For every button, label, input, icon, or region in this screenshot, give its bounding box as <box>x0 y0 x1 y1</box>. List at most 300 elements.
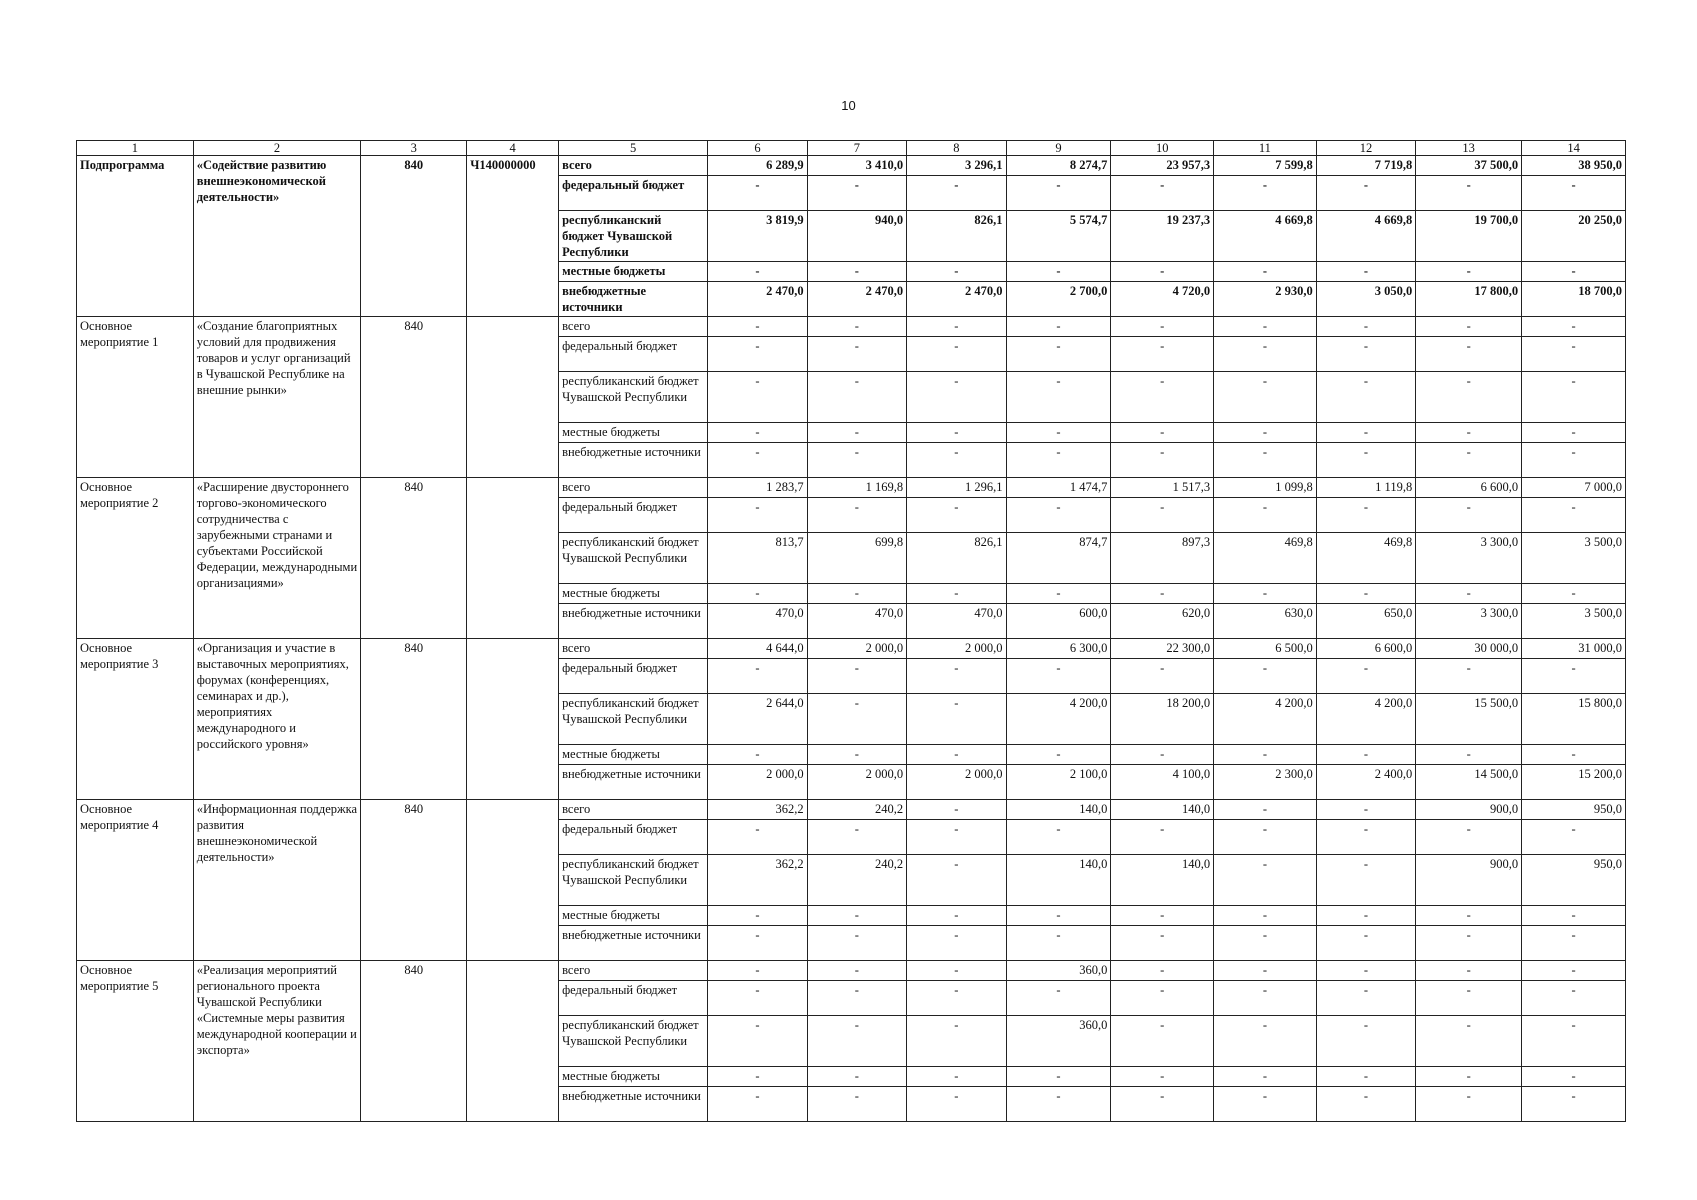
value-cell: 470,0 <box>708 604 807 639</box>
value-cell: 4 200,0 <box>1214 694 1317 745</box>
value-cell: 1 283,7 <box>708 478 807 498</box>
value-cell: - <box>1214 906 1317 926</box>
funding-source: федеральный бюджет <box>559 337 708 372</box>
value-cell: - <box>708 926 807 961</box>
value-cell: - <box>1214 800 1317 820</box>
value-cell: 2 930,0 <box>1214 282 1317 317</box>
value-cell: - <box>1416 659 1522 694</box>
funding-source: всего <box>559 478 708 498</box>
value-cell: - <box>1111 926 1214 961</box>
value-cell: - <box>1416 1016 1522 1067</box>
value-cell: - <box>1006 820 1111 855</box>
value-cell: - <box>807 926 906 961</box>
value-cell: 6 289,9 <box>708 156 807 176</box>
value-cell: - <box>1316 317 1415 337</box>
value-cell: - <box>1214 443 1317 478</box>
value-cell: 940,0 <box>807 211 906 262</box>
table-row <box>77 156 1626 176</box>
funding-source: местные бюджеты <box>559 423 708 443</box>
value-cell: - <box>907 1016 1006 1067</box>
value-cell: - <box>907 423 1006 443</box>
value-cell: - <box>1316 262 1415 282</box>
value-cell: 2 470,0 <box>708 282 807 317</box>
value-cell: 470,0 <box>907 604 1006 639</box>
value-cell: 14 500,0 <box>1416 765 1522 800</box>
value-cell: 7 599,8 <box>1214 156 1317 176</box>
value-cell: - <box>1111 820 1214 855</box>
value-cell: 469,8 <box>1316 533 1415 584</box>
value-cell: - <box>907 659 1006 694</box>
value-cell: - <box>907 1067 1006 1087</box>
header-cell: 14 <box>1522 141 1626 156</box>
value-cell: 2 644,0 <box>708 694 807 745</box>
item-name: «Расширение двустороннего торгово-экономического сотрудничества с зарубежными странами и субъектами Российской Федерации, международными организациями» <box>193 478 361 639</box>
funding-source: внебюджетные источники <box>559 1087 708 1122</box>
header-cell: 8 <box>907 141 1006 156</box>
value-cell: - <box>907 961 1006 981</box>
value-cell: 22 300,0 <box>1111 639 1214 659</box>
value-cell: 470,0 <box>807 604 906 639</box>
value-cell: - <box>1214 926 1317 961</box>
value-cell: - <box>708 584 807 604</box>
value-cell: 2 400,0 <box>1316 765 1415 800</box>
value-cell: - <box>1522 1087 1626 1122</box>
value-cell: - <box>1006 498 1111 533</box>
value-cell: - <box>1111 1067 1214 1087</box>
value-cell: - <box>1416 262 1522 282</box>
value-cell: - <box>1416 176 1522 211</box>
target-code <box>467 478 559 639</box>
value-cell: 3 300,0 <box>1416 533 1522 584</box>
value-cell: 240,2 <box>807 855 906 906</box>
value-cell: - <box>907 584 1006 604</box>
value-cell: - <box>907 745 1006 765</box>
value-cell: - <box>1214 981 1317 1016</box>
value-cell: - <box>907 800 1006 820</box>
value-cell: - <box>1006 443 1111 478</box>
value-cell: - <box>807 423 906 443</box>
value-cell: 6 500,0 <box>1214 639 1317 659</box>
value-cell: - <box>708 176 807 211</box>
header-cell: 1 <box>77 141 194 156</box>
value-cell: - <box>1416 981 1522 1016</box>
value-cell: 826,1 <box>907 533 1006 584</box>
value-cell: - <box>1416 317 1522 337</box>
target-code <box>467 639 559 800</box>
value-cell: - <box>1111 423 1214 443</box>
value-cell: - <box>708 961 807 981</box>
funding-source: всего <box>559 156 708 176</box>
value-cell: - <box>1111 372 1214 423</box>
value-cell: - <box>1416 584 1522 604</box>
value-cell: - <box>1111 961 1214 981</box>
value-cell: - <box>1006 337 1111 372</box>
funding-source: местные бюджеты <box>559 745 708 765</box>
funding-source: местные бюджеты <box>559 584 708 604</box>
value-cell: 2 300,0 <box>1214 765 1317 800</box>
value-cell: - <box>807 745 906 765</box>
item-type: Основное мероприятие 2 <box>77 478 194 639</box>
value-cell: 31 000,0 <box>1522 639 1626 659</box>
value-cell: 3 500,0 <box>1522 533 1626 584</box>
value-cell: - <box>1416 337 1522 372</box>
target-code <box>467 317 559 478</box>
funding-source: внебюджетные источники <box>559 926 708 961</box>
value-cell: - <box>807 981 906 1016</box>
value-cell: - <box>1416 372 1522 423</box>
value-cell: - <box>807 1067 906 1087</box>
value-cell: 6 600,0 <box>1316 639 1415 659</box>
value-cell: - <box>807 906 906 926</box>
executor-code: 840 <box>361 156 467 317</box>
value-cell: - <box>1214 372 1317 423</box>
value-cell: - <box>807 1087 906 1122</box>
value-cell: - <box>907 926 1006 961</box>
value-cell: - <box>708 659 807 694</box>
value-cell: 1 099,8 <box>1214 478 1317 498</box>
funding-source: республиканский бюджет Чувашской Республики <box>559 694 708 745</box>
funding-source: местные бюджеты <box>559 906 708 926</box>
value-cell: - <box>1111 906 1214 926</box>
value-cell: 15 800,0 <box>1522 694 1626 745</box>
funding-source: федеральный бюджет <box>559 659 708 694</box>
value-cell: 4 644,0 <box>708 639 807 659</box>
value-cell: - <box>1316 981 1415 1016</box>
value-cell: 360,0 <box>1006 961 1111 981</box>
value-cell: - <box>807 694 906 745</box>
value-cell: - <box>807 317 906 337</box>
value-cell: 699,8 <box>807 533 906 584</box>
executor-code: 840 <box>361 317 467 478</box>
value-cell: - <box>807 176 906 211</box>
value-cell: - <box>1111 745 1214 765</box>
value-cell: - <box>1416 423 1522 443</box>
value-cell: 4 669,8 <box>1316 211 1415 262</box>
value-cell: 874,7 <box>1006 533 1111 584</box>
value-cell: - <box>907 981 1006 1016</box>
value-cell: - <box>1111 443 1214 478</box>
value-cell: 3 296,1 <box>907 156 1006 176</box>
value-cell: 2 700,0 <box>1006 282 1111 317</box>
header-row <box>77 141 1626 156</box>
value-cell: - <box>1006 584 1111 604</box>
value-cell: - <box>1006 926 1111 961</box>
target-code <box>467 800 559 961</box>
value-cell: - <box>1522 337 1626 372</box>
value-cell: - <box>1111 1016 1214 1067</box>
value-cell: - <box>1522 498 1626 533</box>
value-cell: - <box>1111 337 1214 372</box>
value-cell: - <box>708 981 807 1016</box>
value-cell: 900,0 <box>1416 855 1522 906</box>
value-cell: 2 000,0 <box>907 765 1006 800</box>
value-cell: 620,0 <box>1111 604 1214 639</box>
value-cell: - <box>1416 961 1522 981</box>
value-cell: - <box>907 855 1006 906</box>
item-type: Основное мероприятие 4 <box>77 800 194 961</box>
value-cell: 3 410,0 <box>807 156 906 176</box>
value-cell: - <box>1522 981 1626 1016</box>
value-cell: - <box>1316 1067 1415 1087</box>
value-cell: - <box>1316 926 1415 961</box>
value-cell: - <box>907 262 1006 282</box>
value-cell: - <box>1416 443 1522 478</box>
header-cell: 12 <box>1316 141 1415 156</box>
budget-table <box>76 140 1626 1122</box>
value-cell: - <box>1522 659 1626 694</box>
value-cell: - <box>1006 1067 1111 1087</box>
value-cell: - <box>1316 820 1415 855</box>
header-cell: 3 <box>361 141 467 156</box>
value-cell: - <box>1111 317 1214 337</box>
value-cell: - <box>1006 317 1111 337</box>
value-cell: 17 800,0 <box>1416 282 1522 317</box>
item-type: Основное мероприятие 1 <box>77 317 194 478</box>
item-name: «Реализация мероприятий регионального проекта Чувашской Республики «Системные меры развития международной кооперации и экспорта» <box>193 961 361 1122</box>
value-cell: - <box>807 820 906 855</box>
value-cell: 6 300,0 <box>1006 639 1111 659</box>
value-cell: - <box>1316 800 1415 820</box>
value-cell: - <box>1111 981 1214 1016</box>
value-cell: - <box>1316 176 1415 211</box>
value-cell: 1 169,8 <box>807 478 906 498</box>
value-cell: 4 100,0 <box>1111 765 1214 800</box>
funding-source: внебюджетные источники <box>559 604 708 639</box>
value-cell: - <box>907 906 1006 926</box>
value-cell: 600,0 <box>1006 604 1111 639</box>
value-cell: - <box>1522 926 1626 961</box>
value-cell: - <box>708 498 807 533</box>
value-cell: - <box>1316 337 1415 372</box>
target-code: Ч140000000 <box>467 156 559 317</box>
value-cell: - <box>1416 498 1522 533</box>
funding-source: местные бюджеты <box>559 1067 708 1087</box>
value-cell: - <box>708 1016 807 1067</box>
target-code <box>467 961 559 1122</box>
value-cell: - <box>708 372 807 423</box>
value-cell: - <box>1316 423 1415 443</box>
value-cell: - <box>1006 745 1111 765</box>
value-cell: - <box>1522 443 1626 478</box>
value-cell: - <box>1006 176 1111 211</box>
value-cell: - <box>1214 1087 1317 1122</box>
value-cell: 140,0 <box>1111 855 1214 906</box>
value-cell: 20 250,0 <box>1522 211 1626 262</box>
value-cell: - <box>1006 372 1111 423</box>
value-cell: - <box>1316 1087 1415 1122</box>
value-cell: 15 500,0 <box>1416 694 1522 745</box>
value-cell: 2 470,0 <box>907 282 1006 317</box>
value-cell: - <box>1522 423 1626 443</box>
value-cell: - <box>708 443 807 478</box>
value-cell: - <box>907 372 1006 423</box>
value-cell: 4 200,0 <box>1316 694 1415 745</box>
value-cell: 650,0 <box>1316 604 1415 639</box>
value-cell: - <box>1214 584 1317 604</box>
value-cell: 19 237,3 <box>1111 211 1214 262</box>
header-cell: 9 <box>1006 141 1111 156</box>
value-cell: 38 950,0 <box>1522 156 1626 176</box>
value-cell: - <box>1316 659 1415 694</box>
value-cell: - <box>907 443 1006 478</box>
funding-source: федеральный бюджет <box>559 820 708 855</box>
header-cell: 7 <box>807 141 906 156</box>
table-row <box>77 961 1626 981</box>
header-cell: 2 <box>193 141 361 156</box>
value-cell: - <box>1522 820 1626 855</box>
table-row <box>77 639 1626 659</box>
value-cell: 18 700,0 <box>1522 282 1626 317</box>
value-cell: - <box>907 176 1006 211</box>
value-cell: 240,2 <box>807 800 906 820</box>
value-cell: 8 274,7 <box>1006 156 1111 176</box>
value-cell: - <box>1006 262 1111 282</box>
funding-source: республиканский бюджет Чувашской Республики <box>559 1016 708 1067</box>
header-cell: 5 <box>559 141 708 156</box>
value-cell: 950,0 <box>1522 855 1626 906</box>
funding-source: всего <box>559 639 708 659</box>
header-cell: 4 <box>467 141 559 156</box>
value-cell: - <box>807 372 906 423</box>
funding-source: местные бюджеты <box>559 262 708 282</box>
value-cell: 23 957,3 <box>1111 156 1214 176</box>
value-cell: - <box>1522 1067 1626 1087</box>
executor-code: 840 <box>361 478 467 639</box>
value-cell: - <box>1006 659 1111 694</box>
value-cell: - <box>708 337 807 372</box>
item-name: «Информационная поддержка развития внешнеэкономической деятельности» <box>193 800 361 961</box>
value-cell: 1 296,1 <box>907 478 1006 498</box>
value-cell: - <box>708 317 807 337</box>
item-name: «Содействие развитию внешнеэкономической деятельности» <box>193 156 361 317</box>
value-cell: - <box>1316 584 1415 604</box>
executor-code: 840 <box>361 961 467 1122</box>
funding-source: всего <box>559 961 708 981</box>
table-row <box>77 800 1626 820</box>
value-cell: - <box>1522 372 1626 423</box>
value-cell: - <box>807 961 906 981</box>
value-cell: - <box>1111 262 1214 282</box>
value-cell: - <box>1214 498 1317 533</box>
funding-source: внебюджетные источники <box>559 765 708 800</box>
value-cell: 4 669,8 <box>1214 211 1317 262</box>
value-cell: 362,2 <box>708 855 807 906</box>
page-number: 10 <box>841 98 856 113</box>
value-cell: - <box>1214 820 1317 855</box>
value-cell: 2 000,0 <box>807 639 906 659</box>
value-cell: - <box>1214 659 1317 694</box>
value-cell: 3 050,0 <box>1316 282 1415 317</box>
value-cell: - <box>1006 1087 1111 1122</box>
header-cell: 10 <box>1111 141 1214 156</box>
value-cell: - <box>1416 1087 1522 1122</box>
value-cell: - <box>1214 1016 1317 1067</box>
value-cell: 2 000,0 <box>708 765 807 800</box>
funding-source: федеральный бюджет <box>559 176 708 211</box>
value-cell: - <box>1111 176 1214 211</box>
value-cell: - <box>1316 855 1415 906</box>
value-cell: - <box>1214 176 1317 211</box>
value-cell: - <box>1416 926 1522 961</box>
value-cell: 5 574,7 <box>1006 211 1111 262</box>
value-cell: - <box>1316 745 1415 765</box>
value-cell: 826,1 <box>907 211 1006 262</box>
value-cell: - <box>1006 981 1111 1016</box>
value-cell: - <box>708 1087 807 1122</box>
value-cell: - <box>1416 1067 1522 1087</box>
value-cell: - <box>1214 745 1317 765</box>
funding-source: всего <box>559 800 708 820</box>
value-cell: - <box>1214 423 1317 443</box>
value-cell: - <box>1522 1016 1626 1067</box>
value-cell: - <box>1522 961 1626 981</box>
value-cell: - <box>1316 443 1415 478</box>
value-cell: - <box>1522 262 1626 282</box>
value-cell: - <box>1214 1067 1317 1087</box>
value-cell: - <box>1214 262 1317 282</box>
value-cell: - <box>807 584 906 604</box>
value-cell: - <box>807 337 906 372</box>
value-cell: - <box>1214 337 1317 372</box>
value-cell: 950,0 <box>1522 800 1626 820</box>
value-cell: 469,8 <box>1214 533 1317 584</box>
funding-source: республиканский бюджет Чувашской Республики <box>559 855 708 906</box>
header-cell: 13 <box>1416 141 1522 156</box>
value-cell: 630,0 <box>1214 604 1317 639</box>
value-cell: - <box>807 498 906 533</box>
value-cell: - <box>907 317 1006 337</box>
value-cell: - <box>1316 498 1415 533</box>
value-cell: - <box>907 820 1006 855</box>
value-cell: - <box>708 423 807 443</box>
value-cell: 1 474,7 <box>1006 478 1111 498</box>
value-cell: - <box>907 1087 1006 1122</box>
value-cell: - <box>1416 820 1522 855</box>
value-cell: - <box>807 262 906 282</box>
value-cell: 900,0 <box>1416 800 1522 820</box>
value-cell: - <box>1214 961 1317 981</box>
value-cell: - <box>1522 906 1626 926</box>
value-cell: - <box>1006 423 1111 443</box>
value-cell: 4 720,0 <box>1111 282 1214 317</box>
value-cell: 15 200,0 <box>1522 765 1626 800</box>
funding-source: всего <box>559 317 708 337</box>
value-cell: - <box>708 906 807 926</box>
funding-source: внебюджетные источники <box>559 443 708 478</box>
header-cell: 11 <box>1214 141 1317 156</box>
value-cell: - <box>1522 176 1626 211</box>
executor-code: 840 <box>361 639 467 800</box>
executor-code: 840 <box>361 800 467 961</box>
item-name: «Организация и участие в выставочных мероприятиях, форумах (конференциях, семинарах и др.), мероприятиях международного и российского уровня» <box>193 639 361 800</box>
value-cell: 18 200,0 <box>1111 694 1214 745</box>
value-cell: 37 500,0 <box>1416 156 1522 176</box>
value-cell: - <box>1111 584 1214 604</box>
value-cell: - <box>807 659 906 694</box>
value-cell: 2 100,0 <box>1006 765 1111 800</box>
funding-source: федеральный бюджет <box>559 498 708 533</box>
funding-source: республиканский бюджет Чувашской Республики <box>559 211 708 262</box>
value-cell: 30 000,0 <box>1416 639 1522 659</box>
funding-source: республиканский бюджет Чувашской Республики <box>559 372 708 423</box>
value-cell: 140,0 <box>1006 800 1111 820</box>
value-cell: - <box>1006 906 1111 926</box>
header-cell: 6 <box>708 141 807 156</box>
value-cell: - <box>1416 906 1522 926</box>
value-cell: 140,0 <box>1006 855 1111 906</box>
value-cell: 2 000,0 <box>907 639 1006 659</box>
funding-source: федеральный бюджет <box>559 981 708 1016</box>
